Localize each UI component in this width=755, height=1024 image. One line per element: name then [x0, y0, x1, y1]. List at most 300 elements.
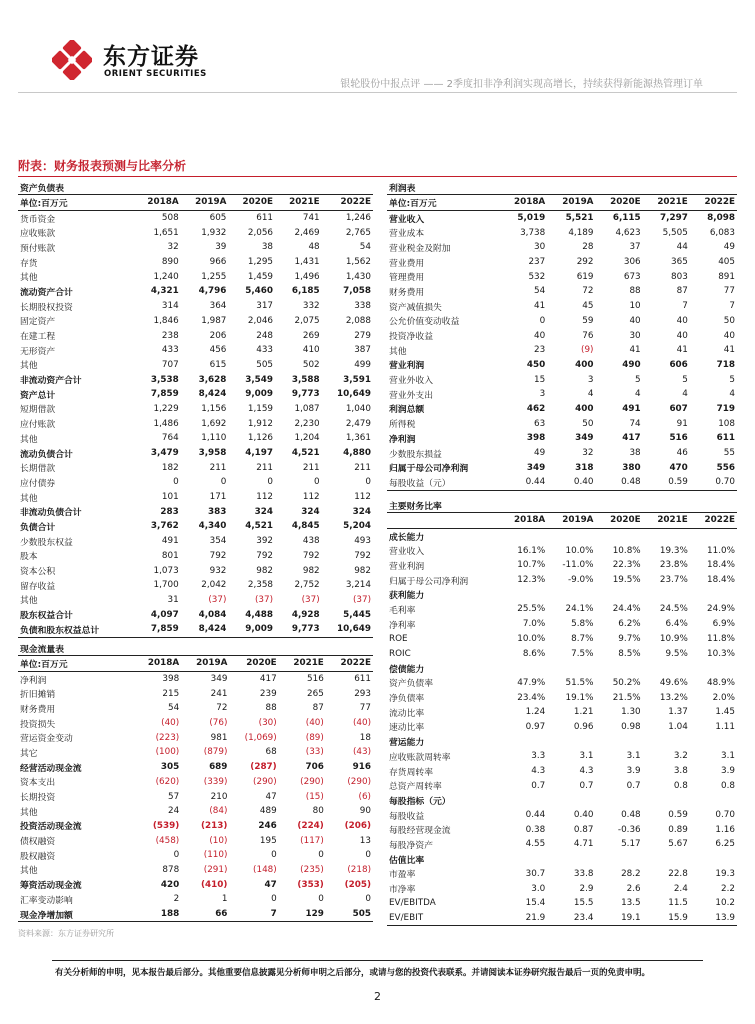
row-value: (290) — [253, 776, 277, 787]
row-label: 资产总计 — [20, 390, 56, 401]
row-value: 108 — [718, 418, 735, 429]
row-value: (213) — [201, 820, 228, 831]
row-label: 其他 — [20, 361, 38, 372]
row-label: 流动资产合计 — [20, 287, 73, 298]
row-value: 0 — [173, 850, 180, 861]
row-value: 505 — [256, 359, 274, 370]
row-value: 6.4% — [665, 619, 688, 630]
row-value: 32 — [582, 448, 594, 459]
table-row — [387, 269, 737, 284]
row-value: 981 — [210, 732, 228, 743]
row-value: 4.3 — [531, 766, 546, 777]
row-value: 4,097 — [150, 609, 179, 620]
row-label: 其他 — [20, 807, 38, 818]
table-row — [18, 833, 373, 848]
row-value: 248 — [256, 330, 274, 341]
table-row — [387, 720, 737, 735]
row-value: 293 — [354, 688, 371, 699]
row-value: 6,083 — [709, 227, 735, 238]
table-row — [18, 490, 373, 505]
row-value: 792 — [256, 550, 274, 561]
row-value: 45 — [582, 301, 594, 312]
row-value: 3.3 — [531, 751, 546, 762]
row-value: (43) — [352, 747, 371, 758]
table-row — [387, 416, 737, 431]
row-value: 6,185 — [291, 286, 320, 297]
row-label: 存货周转率 — [389, 767, 433, 778]
income-statement-table — [387, 181, 737, 491]
table-row — [18, 701, 373, 716]
row-value: 9,009 — [228, 622, 275, 637]
row-label: 营业收入 — [389, 547, 425, 558]
row-label: 营业外支出 — [389, 390, 433, 401]
row-value: 0 — [539, 315, 546, 326]
row-value: 2,479 — [345, 418, 371, 429]
row-value: 1,087 — [294, 403, 320, 414]
row-value: 0 — [365, 894, 371, 905]
row-value: 1.11 — [715, 721, 735, 732]
row-label: 少数股东权益 — [20, 537, 73, 548]
row-value: 1,459 — [247, 271, 274, 282]
table-row — [387, 852, 737, 867]
row-label: 净利润 — [389, 434, 416, 445]
row-label: ROE — [389, 633, 408, 644]
row-value: 387 — [354, 345, 371, 356]
row-value: 516 — [307, 674, 324, 685]
row-value: 49 — [723, 242, 735, 253]
unit-label: 单位:百万元 — [18, 195, 133, 211]
row-value: 615 — [209, 359, 227, 370]
table-row — [18, 240, 373, 255]
row-value — [690, 793, 737, 808]
row-value: 3.9 — [721, 766, 735, 777]
row-value: 2,046 — [247, 315, 274, 326]
row-value: 44 — [676, 242, 688, 253]
row-value: (353) — [297, 879, 324, 890]
row-label: 每股指标（元） — [389, 796, 451, 807]
row-value: 88 — [265, 703, 277, 714]
table-row — [18, 387, 373, 402]
row-value: 611 — [716, 433, 735, 444]
row-value: 1,361 — [345, 433, 371, 444]
row-value: 19.1 — [596, 911, 643, 926]
row-value: (539) — [152, 820, 180, 831]
row-label: 股东权益合计 — [20, 611, 73, 622]
row-value: 279 — [354, 330, 371, 341]
logo-text-cn: 东方证券 — [103, 44, 199, 70]
row-value: 9,009 — [245, 389, 274, 400]
row-value: 38 — [629, 448, 641, 459]
row-label: 其它 — [20, 748, 38, 759]
row-value: 916 — [352, 762, 371, 773]
table-row — [387, 734, 737, 749]
row-value: 9,773 — [275, 622, 322, 637]
row-value: 3.9 — [626, 766, 641, 777]
row-value: 87 — [312, 703, 324, 714]
row-value: 891 — [718, 271, 735, 282]
row-value: 54 — [359, 242, 371, 253]
disclaimer-footer: 有关分析师的申明，见本报告最后部分。其他重要信息披露见分析师申明之后部分，或请与您的投资代表联系。并请阅读本证券研究报告最后一页的免责申明。 — [55, 968, 651, 978]
row-value: 80 — [312, 806, 324, 817]
row-value — [643, 734, 690, 749]
row-value: -11.0% — [562, 560, 594, 571]
table-row — [18, 892, 373, 907]
row-label: 每股经营现金流 — [389, 826, 451, 837]
row-value: 410 — [302, 345, 320, 356]
row-value: (30) — [258, 718, 277, 729]
row-label: 营业成本 — [389, 229, 425, 240]
row-label: 预付账款 — [20, 243, 56, 254]
table-row — [387, 749, 737, 764]
row-value: (10) — [209, 835, 228, 846]
row-value: 15 — [534, 374, 546, 385]
row-value: 462 — [526, 403, 546, 414]
row-value: 1,110 — [201, 433, 227, 444]
row-value: (290) — [347, 776, 371, 787]
row-value: 0.40 — [547, 475, 595, 490]
row-value: 607 — [669, 403, 688, 414]
table-row — [18, 607, 373, 622]
row-value: (290) — [300, 776, 324, 787]
row-value: 3,538 — [150, 374, 179, 385]
row-label: 应付账款 — [20, 420, 56, 431]
row-value — [596, 528, 643, 543]
table-row — [387, 460, 737, 475]
report-subtitle: 银轮股份中报点评 —— 2季度扣非净利润实现高增长，持续获得新能源热管理订单 — [340, 79, 703, 90]
row-value: 40 — [534, 330, 546, 341]
table-caption: 利润表 — [389, 184, 416, 194]
row-value: 3,628 — [198, 374, 227, 385]
row-label: 净利率 — [389, 620, 416, 631]
row-value: 4 — [682, 389, 688, 400]
row-value — [690, 587, 737, 602]
row-value: 13.5 — [621, 898, 641, 909]
row-value: 1.21 — [573, 707, 594, 718]
section-title: 附表：财务报表预测与比率分析 — [18, 159, 187, 173]
table-row — [18, 299, 373, 314]
row-value: 718 — [716, 359, 735, 370]
financial-ratios-table — [387, 499, 737, 926]
row-label: 成长能力 — [389, 532, 425, 543]
year-header: 2019A — [547, 195, 595, 211]
row-value: 48.9% — [707, 677, 735, 688]
row-value: 392 — [256, 536, 274, 547]
table-row — [18, 549, 373, 564]
row-value: 8,098 — [707, 213, 735, 224]
row-value: 50 — [723, 315, 735, 326]
table-row — [387, 705, 737, 720]
row-value: 2.0% — [712, 692, 735, 703]
row-value: 3.0 — [531, 883, 546, 894]
row-value: (37) — [208, 594, 227, 605]
row-value: 40 — [629, 315, 641, 326]
row-value — [596, 734, 643, 749]
table-row — [387, 793, 737, 808]
row-value — [690, 852, 737, 867]
table-row — [387, 284, 737, 299]
row-value: 417 — [259, 674, 277, 685]
row-value: 0 — [318, 894, 324, 905]
row-value: 15.5 — [573, 898, 594, 909]
row-value: 324 — [254, 506, 274, 517]
row-value: 3 — [587, 374, 594, 385]
row-value: 7.0% — [522, 619, 546, 630]
row-value: 28.2 — [621, 868, 641, 879]
row-value: 1,846 — [153, 315, 179, 326]
row-label: 营业收入 — [389, 214, 425, 225]
footer-divider — [52, 960, 703, 961]
row-value: 188 — [133, 907, 181, 922]
row-value — [643, 528, 690, 543]
row-label: 归属于母公司净利润 — [389, 464, 469, 475]
row-value: 982 — [256, 565, 274, 576]
row-value: 6,115 — [612, 213, 641, 224]
year-header: 2018A — [133, 195, 181, 211]
table-row — [387, 402, 737, 417]
row-value: 438 — [302, 536, 320, 547]
row-label: 在建工程 — [20, 332, 56, 343]
row-value: 10.3% — [707, 648, 735, 659]
row-label: 利润总额 — [389, 405, 425, 416]
row-value: 3.1 — [626, 751, 641, 762]
table-row — [387, 881, 737, 896]
row-value: (410) — [201, 879, 228, 890]
row-value: 3,549 — [245, 374, 274, 385]
row-value: 0.70 — [690, 475, 737, 490]
row-value: (206) — [344, 820, 371, 831]
row-value: 405 — [718, 257, 735, 268]
table-row — [18, 907, 373, 922]
row-value: 0 — [271, 850, 277, 861]
table-row — [387, 528, 737, 543]
table-row — [18, 225, 373, 240]
row-value: 50 — [582, 418, 594, 429]
row-value: 54 — [534, 286, 546, 297]
row-value: 3.1 — [579, 751, 594, 762]
row-value: 0 — [267, 477, 274, 488]
row-value: 4,521 — [291, 448, 320, 459]
year-header: 2022E — [690, 513, 737, 529]
row-value — [547, 528, 595, 543]
year-header: 2021E — [643, 195, 690, 211]
table-row — [387, 314, 737, 329]
row-value: 32 — [167, 242, 179, 253]
row-value: 0.97 — [525, 721, 546, 732]
row-value: 0.59 — [643, 475, 690, 490]
row-value: 0.98 — [621, 721, 641, 732]
row-label: 每股收益（元） — [387, 475, 499, 490]
row-value: (339) — [203, 776, 228, 787]
row-value: 305 — [160, 762, 180, 773]
row-value: 0 — [173, 477, 179, 488]
row-label: 其他 — [20, 273, 38, 284]
row-value: 19.1% — [565, 692, 594, 703]
row-value: 63 — [534, 418, 546, 429]
row-value: 59 — [582, 315, 594, 326]
row-value: 22.3% — [612, 560, 641, 571]
row-value: 15.4 — [525, 898, 546, 909]
row-value: 792 — [209, 550, 227, 561]
row-value: 7.5% — [571, 648, 594, 659]
row-value: 380 — [622, 462, 641, 473]
row-value: 0.44 — [525, 810, 546, 821]
table-row — [18, 563, 373, 578]
row-value — [643, 852, 690, 867]
table-row — [387, 778, 737, 793]
row-value: 0.40 — [573, 810, 594, 821]
row-value: 792 — [354, 550, 371, 561]
row-label: 获利能力 — [389, 591, 425, 602]
row-value: 1 — [221, 894, 228, 905]
row-value: 1.30 — [621, 707, 641, 718]
row-value: 68 — [265, 747, 277, 758]
row-value: 16.1% — [517, 545, 546, 556]
row-value: 2,358 — [247, 580, 274, 591]
year-header: 2021E — [279, 656, 326, 672]
row-label: 非流动负债合计 — [20, 508, 82, 519]
row-value: 283 — [160, 506, 179, 517]
row-label: 投资活动现金流 — [20, 822, 82, 833]
row-value: (205) — [344, 879, 371, 890]
row-value: 47.9% — [517, 677, 546, 688]
row-label: 固定资产 — [20, 317, 56, 328]
row-value: 1,240 — [153, 271, 179, 282]
table-row — [18, 819, 373, 834]
row-value: 1,126 — [247, 433, 274, 444]
table-row — [387, 573, 737, 588]
unit-label: 单位:百万元 — [18, 656, 133, 672]
row-value: 33.8 — [573, 868, 594, 879]
row-value: 10.2 — [715, 898, 735, 909]
row-value: 10.0% — [565, 545, 594, 556]
row-value: (84) — [209, 806, 228, 817]
row-value: 10,649 — [337, 389, 371, 400]
row-value: 195 — [259, 835, 277, 846]
row-label: 货币资金 — [20, 214, 56, 225]
table-row — [387, 475, 737, 490]
row-value — [690, 734, 737, 749]
row-label: 债权融资 — [20, 837, 56, 848]
table-row — [18, 328, 373, 343]
table-row — [18, 460, 373, 475]
table-row — [18, 877, 373, 892]
row-value: 10.9% — [659, 633, 688, 644]
row-value: 2,230 — [294, 418, 320, 429]
row-value: 265 — [307, 688, 324, 699]
row-value: 77 — [359, 703, 371, 714]
row-value: 982 — [302, 565, 320, 576]
row-value: 23.4% — [517, 692, 546, 703]
table-row — [18, 775, 373, 790]
row-label: 速动比率 — [389, 723, 425, 734]
table-row — [387, 690, 737, 705]
row-value: 4,880 — [343, 448, 371, 459]
year-header: 2019A — [181, 195, 229, 211]
row-label: 净负债率 — [389, 694, 425, 705]
row-value: (40) — [352, 718, 371, 729]
row-value: 2.4 — [673, 883, 688, 894]
row-value: 1,255 — [201, 271, 227, 282]
year-header: 2018A — [133, 656, 181, 672]
row-value: 706 — [305, 762, 324, 773]
row-value: 2,042 — [201, 580, 227, 591]
row-value: 129 — [279, 907, 326, 922]
header-divider — [18, 92, 737, 93]
row-value: 2,075 — [294, 315, 320, 326]
row-value: 516 — [669, 433, 688, 444]
row-value: 1,156 — [201, 403, 227, 414]
row-value: -9.0% — [567, 575, 594, 586]
row-label: 市盈率 — [389, 870, 416, 881]
row-value: 7,058 — [343, 286, 371, 297]
table-row — [18, 475, 373, 490]
row-label: 每股收益 — [389, 811, 425, 822]
row-value: 5 — [682, 374, 688, 385]
row-value: 206 — [209, 330, 227, 341]
row-value: 966 — [209, 257, 227, 268]
row-label: 存货 — [20, 258, 38, 269]
row-value — [499, 734, 547, 749]
row-value: 4.71 — [573, 839, 594, 850]
row-value: 0 — [220, 477, 227, 488]
table-row — [387, 343, 737, 358]
row-value: 0 — [365, 850, 371, 861]
row-value: 0.48 — [621, 810, 641, 821]
row-value — [499, 661, 547, 676]
row-value: 932 — [209, 565, 227, 576]
row-value: 38 — [261, 242, 274, 253]
row-value: 364 — [209, 301, 227, 312]
row-label: 营业费用 — [389, 258, 425, 269]
year-header: 2021E — [275, 195, 322, 211]
row-value: 88 — [629, 286, 641, 297]
row-value: 3,738 — [520, 227, 546, 238]
row-label: 长期投资 — [20, 793, 56, 804]
row-value: 5 — [635, 374, 641, 385]
row-value: 241 — [210, 688, 228, 699]
row-value: 2.9 — [579, 883, 594, 894]
row-value: (33) — [305, 747, 324, 758]
table-row — [18, 686, 373, 701]
table-row — [387, 896, 737, 911]
table-row — [18, 863, 373, 878]
row-value: 0.87 — [573, 824, 594, 835]
table-row — [18, 789, 373, 804]
row-value: 101 — [161, 492, 179, 503]
row-value: 314 — [161, 301, 179, 312]
row-value: 30 — [534, 242, 546, 253]
row-value: 269 — [302, 330, 320, 341]
row-value: 66 — [181, 907, 229, 922]
row-label: 总资产周转率 — [389, 782, 442, 793]
balance-sheet-table — [18, 181, 373, 638]
row-value: 493 — [354, 536, 371, 547]
row-value: 11.0% — [707, 545, 735, 556]
row-value: 317 — [256, 301, 274, 312]
year-header: 2020E — [596, 513, 643, 529]
row-value: 10 — [629, 301, 641, 312]
table-row — [387, 225, 737, 240]
row-value: 306 — [623, 257, 641, 268]
row-value: 2,056 — [247, 227, 274, 238]
row-value: 6.9% — [712, 619, 735, 630]
orient-securities-logo-icon — [52, 40, 92, 80]
table-row — [387, 210, 737, 225]
row-value: 3,479 — [150, 448, 179, 459]
year-header: 2019A — [547, 513, 595, 529]
section-title-rule — [18, 176, 737, 177]
row-label: 现金净增加额 — [18, 907, 133, 922]
